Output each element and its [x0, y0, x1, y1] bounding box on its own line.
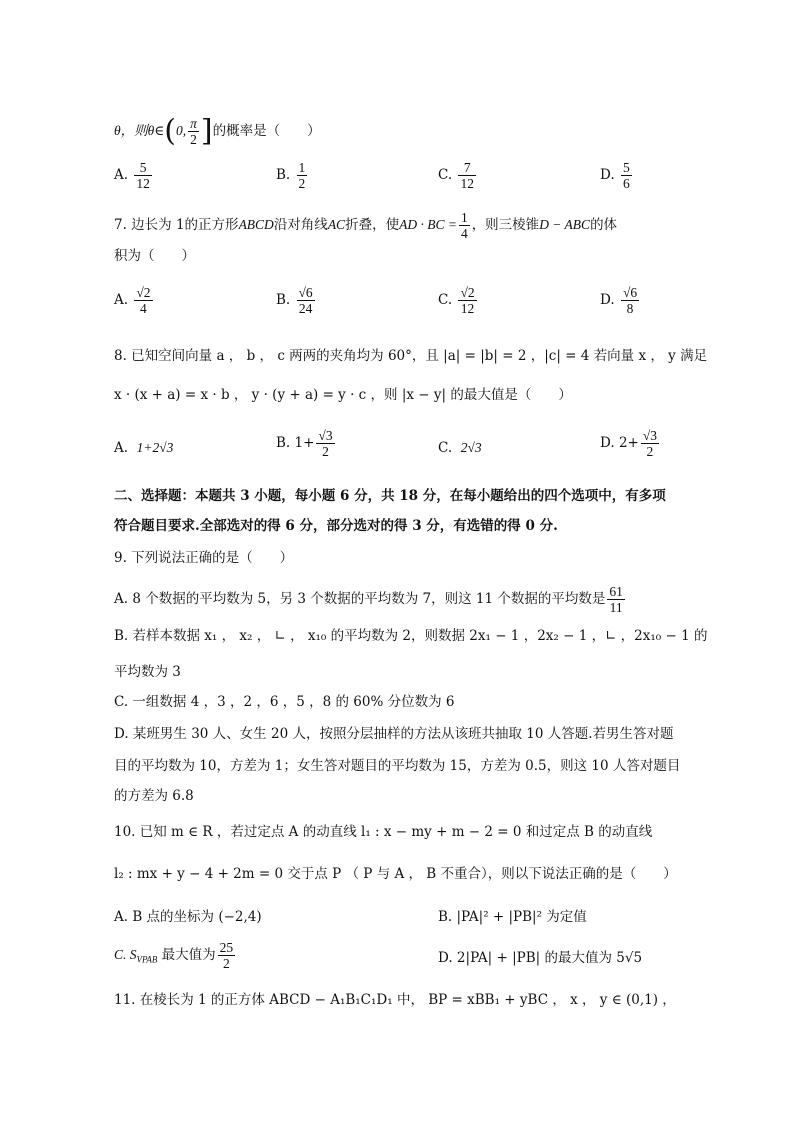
q10-option-a: A. B 点的坐标为 (−2,4) [114, 909, 262, 925]
q7-line2: 积为（ ） [114, 248, 195, 264]
q8-line2: x · (x + a) = x · b ， y · (y + a) = y · c ，则 |x − y| 的最大值是（ ） [114, 387, 572, 403]
q6-option-a: A. $\frac{5}{12}$ [114, 160, 150, 191]
section2-line1: 二、选择题：本题共 3 小题，每小题 6 分，共 18 分，在每小题给出的四个选项中，有多项 [114, 488, 666, 504]
q10-line1: 10. 已知 m ∈ R ，若过定点 A 的动直线 l₁ : x − my + m − 2 = 0 和过定点 B 的动直线 [114, 824, 653, 840]
q6-interval-frac: $\frac{\pi}{2}$ [190, 116, 197, 147]
q10-option-b: B. |PA|² + |PB|² 为定值 [438, 909, 587, 925]
q7-vector-product: AD · BC = [399, 217, 457, 232]
q9-option-d-line3: 的方差为 6.8 [114, 788, 194, 804]
q7-option-d: D. $\frac{√6}{8}$ [600, 285, 638, 316]
q7-line1: 7. 边长为 1的正方形ABCD沿对角线AC折叠，使AD · BC = $\frac{1}{4}$ ，则三棱锥D − ABC的体 [114, 210, 618, 241]
q9-option-b-line1: B. 若样本数据 x₁ ， x₂ ， ∟ ， x₁₀ 的平均数为 2，则数据 2x₁ − 1 ，2x₂ − 1 ，∟ ，2x₁₀ − 1 的 [114, 628, 708, 644]
q9-option-b-line2: 平均数为 3 [114, 664, 181, 680]
q6-right-bracket: ] [200, 113, 213, 149]
q9-stem: 9. 下列说法正确的是（ ） [114, 550, 294, 566]
q8-line1: 8. 已知空间向量 a ， b ， c 两两的夹角均为 60°，且 |a| = |b| = 2 ，|c| = 4 若向量 x ， y 满足 [114, 348, 708, 364]
q7-option-c: C. $\frac{√2}{12}$ [438, 285, 475, 316]
q8-option-a: A. 1+2√3 [114, 440, 174, 456]
q6-stem [114, 113, 321, 149]
q6-left-paren: ( [164, 113, 176, 149]
q9-option-d-line1: D. 某班男生 30 人、女生 20 人，按照分层抽样的方法从该班共抽取 10 人答题.若男生答对题 [114, 726, 674, 742]
q10-option-c: C. $S_{VPAB}$ 最大值为 $\frac{25}{2}$ [114, 940, 234, 971]
q9-option-c: C. 一组数据 4 ，3 ，2 ，6 ，5 ，8 的 60% 分位数为 6 [114, 694, 455, 710]
q6-option-b: B. $\frac{1}{2}$ [276, 160, 306, 191]
section2-line2: 符合题目要求.全部选对的得 6 分，部分选对的得 3 分，有选错的得 0 分. [114, 518, 558, 534]
q7-option-a: A. $\frac{√2}{4}$ [114, 285, 151, 316]
q8-option-d: D. 2+ $\frac{√3}{2}$ [600, 428, 658, 459]
q11-line1: 11. 在棱长为 1 的正方体 ABCD − A₁B₁C₁D₁ 中， BP = xBB₁ + yBC ， x ， y ∈ (0,1) ， [114, 992, 676, 1008]
q10-option-d: D. 2|PA| + |PB| 的最大值为 5√5 [438, 950, 643, 966]
q6-option-c: C. $\frac{7}{12}$ [438, 160, 474, 191]
q10-line2: l₂ : mx + y − 4 + 2m = 0 交于点 P （ P 与 A ， B 不重合），则以下说法正确的是（ ） [114, 866, 677, 882]
q6-option-d: D. $\frac{5}{6}$ [600, 160, 630, 191]
q7-option-b: B. $\frac{√6}{24}$ [276, 285, 313, 316]
q7-quarter: $\frac{1}{4}$ [460, 210, 468, 241]
q6-interval: 0, [175, 123, 187, 138]
q6-stem-post: 的概率是（ ） [212, 123, 321, 139]
q9-option-d-line2: 目的平均数为 10，方差为 1；女生答对题目的平均数为 15，方差为 0.5，则这 10 人答对题目 [114, 758, 681, 774]
q9-option-a: A. 8 个数据的平均数为 5，另 3 个数据的平均数为 7，则这 11 个数据的平均数是 $\frac{61}{11}$ [114, 584, 623, 615]
q6-stem-pre: θ，则θ∈ [114, 123, 165, 138]
q8-option-b: B. 1+ $\frac{√3}{2}$ [276, 428, 333, 459]
q8-option-c: C. 2√3 [438, 440, 482, 456]
